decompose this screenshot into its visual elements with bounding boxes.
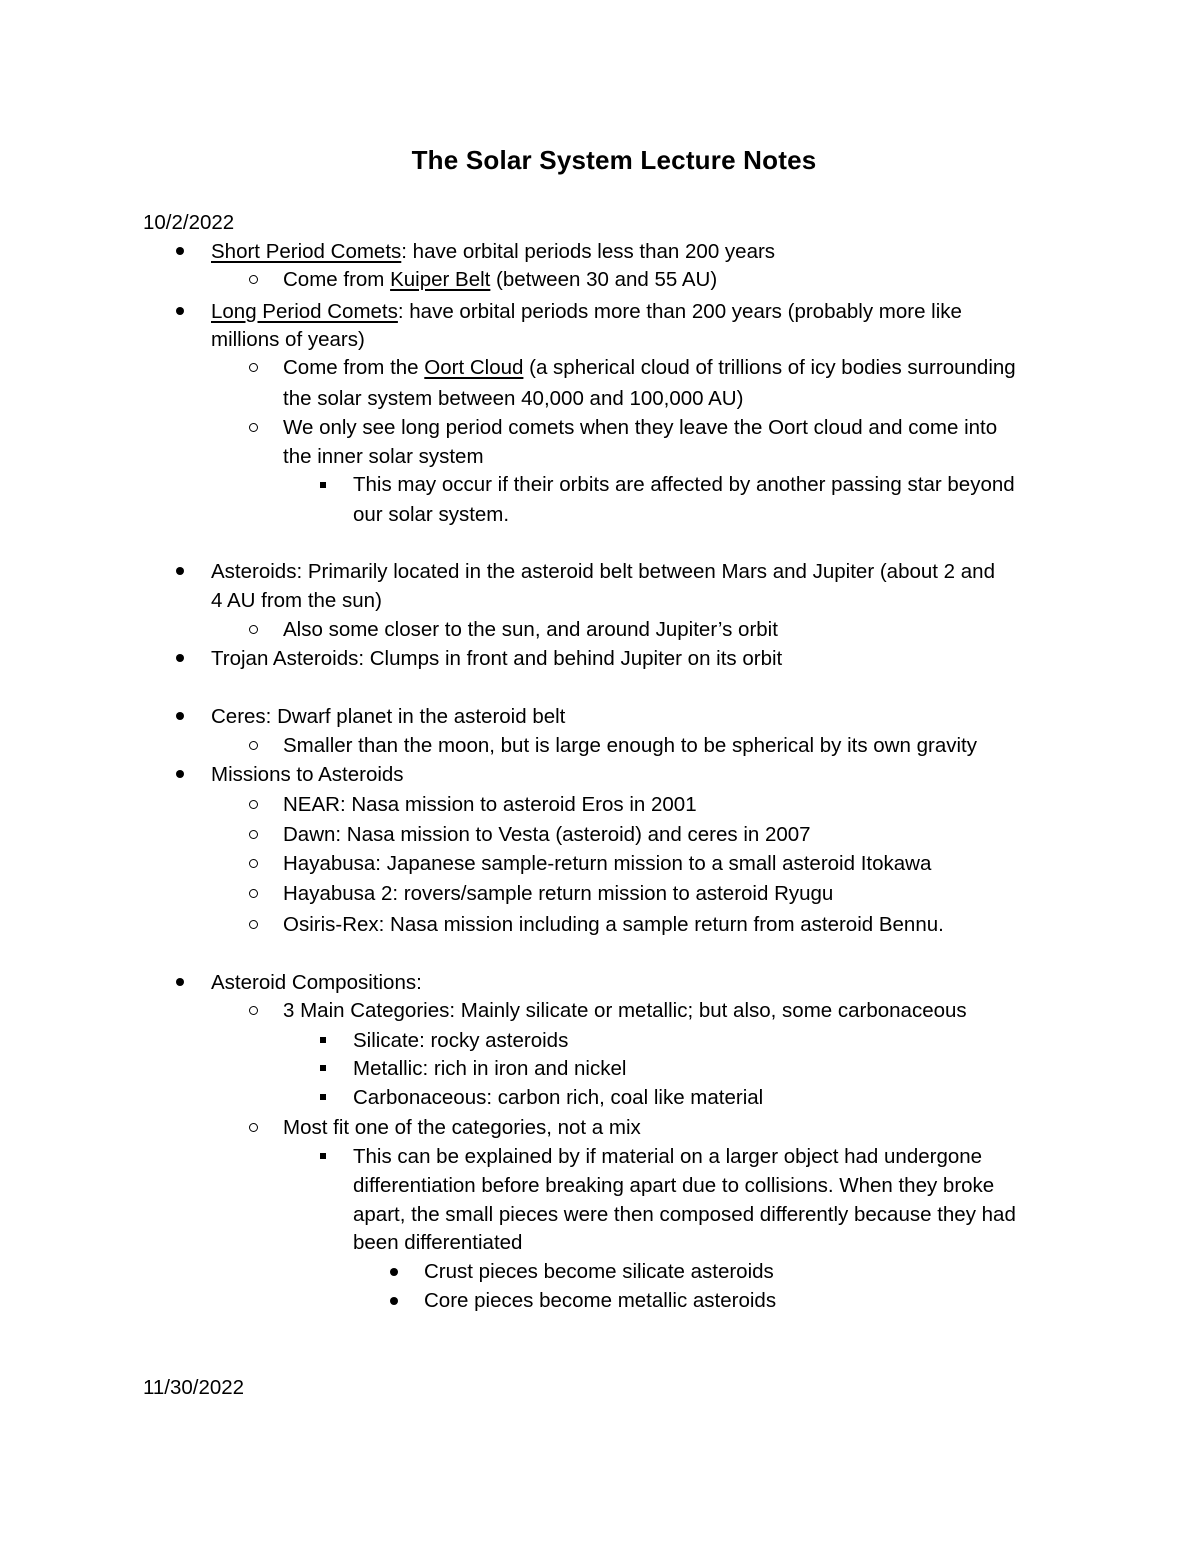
- list-item-continuation: the inner solar system: [283, 445, 484, 468]
- list-item: NEAR: Nasa mission to asteroid Eros in 2001: [283, 793, 697, 816]
- bullet-square: [320, 482, 326, 488]
- list-item: This may occur if their orbits are affected by another passing star beyond: [353, 473, 1015, 496]
- list-item-continuation: our solar system.: [353, 503, 510, 526]
- bullet-disc: [390, 1268, 398, 1276]
- list-item: [211, 238, 775, 266]
- bullet-disc: [176, 654, 184, 662]
- bullet-disc: [390, 1297, 398, 1305]
- date-heading: 11/30/2022: [143, 1376, 245, 1399]
- list-item-continuation: 4 AU from the sun): [211, 589, 382, 612]
- list-item-text: : have orbital periods more than 200 years (probably more like: [397, 300, 962, 323]
- term-kuiper-belt: Kuiper Belt: [390, 268, 491, 291]
- term-long-period-comets: Long Period Comets: [211, 300, 398, 323]
- list-item-continuation: millions of years): [211, 328, 365, 351]
- list-item: Silicate: rocky asteroids: [353, 1029, 569, 1052]
- bullet-circle: [249, 741, 258, 750]
- bullet-circle: [249, 920, 258, 929]
- bullet-circle: [249, 800, 258, 809]
- bullet-circle: [249, 275, 258, 284]
- bullet-circle: [249, 363, 258, 372]
- bullet-circle: [249, 859, 258, 868]
- list-item: Metallic: rich in iron and nickel: [353, 1057, 627, 1080]
- list-item-text: (a spherical cloud of trillions of icy bodies surrounding: [523, 356, 1016, 379]
- list-item-continuation: apart, the small pieces were then composed differently because they had: [353, 1203, 1016, 1226]
- term-oort-cloud: Oort Cloud: [424, 356, 524, 379]
- bullet-square: [320, 1065, 326, 1071]
- list-item: 3 Main Categories: Mainly silicate or metallic; but also, some carbonaceous: [283, 999, 967, 1022]
- date-heading: 10/2/2022: [143, 211, 235, 234]
- bullet-circle: [249, 625, 258, 634]
- list-item: Asteroid Compositions:: [211, 971, 422, 994]
- term-short-period-comets: Short Period Comets: [211, 240, 402, 263]
- list-item: Smaller than the moon, but is large enough to be spherical by its own gravity: [283, 734, 977, 757]
- bullet-circle: [249, 830, 258, 839]
- bullet-circle: [249, 1123, 258, 1132]
- list-item: This can be explained by if material on a larger object had undergone: [353, 1145, 983, 1168]
- bullet-disc: [176, 567, 184, 575]
- bullet-circle: [249, 423, 258, 432]
- list-item: We only see long period comets when they leave the Oort cloud and come into: [283, 416, 998, 439]
- list-item-text: (between 30 and 55 AU): [490, 268, 718, 291]
- list-item-text: : have orbital periods less than 200 years: [401, 240, 776, 263]
- list-item: Trojan Asteroids: Clumps in front and behind Jupiter on its orbit: [211, 647, 783, 670]
- list-item-continuation: the solar system between 40,000 and 100,000 AU): [283, 387, 744, 410]
- bullet-square: [320, 1094, 326, 1100]
- list-item-text: Come from the: [283, 356, 425, 379]
- bullet-disc: [176, 978, 184, 986]
- bullet-circle: [249, 889, 258, 898]
- list-item: Missions to Asteroids: [211, 763, 404, 786]
- bullet-disc: [176, 247, 184, 255]
- list-item-text: Come from: [283, 268, 391, 291]
- list-item: Hayabusa 2: rovers/sample return mission to asteroid Ryugu: [283, 882, 834, 905]
- list-item: Most fit one of the categories, not a mix: [283, 1116, 641, 1139]
- list-item: [283, 354, 1016, 382]
- list-item: Also some closer to the sun, and around Jupiter’s orbit: [283, 618, 778, 641]
- list-item: Carbonaceous: carbon rich, coal like material: [353, 1086, 764, 1109]
- list-item-continuation: been differentiated: [353, 1231, 523, 1254]
- list-item: [211, 298, 962, 326]
- page-title: The Solar System Lecture Notes: [411, 145, 817, 175]
- bullet-disc: [176, 770, 184, 778]
- list-item: Core pieces become metallic asteroids: [424, 1289, 777, 1312]
- list-item: Crust pieces become silicate asteroids: [424, 1260, 774, 1283]
- bullet-disc: [176, 307, 184, 315]
- bullet-circle: [249, 1006, 258, 1015]
- list-item: Hayabusa: Japanese sample-return mission to a small asteroid Itokawa: [283, 852, 932, 875]
- list-item-continuation: differentiation before breaking apart due to collisions. When they broke: [353, 1174, 995, 1197]
- bullet-disc: [176, 712, 184, 720]
- list-item: Dawn: Nasa mission to Vesta (asteroid) and ceres in 2007: [283, 823, 811, 846]
- list-item: Osiris-Rex: Nasa mission including a sample return from asteroid Bennu.: [283, 913, 944, 936]
- bullet-square: [320, 1037, 326, 1043]
- bullet-square: [320, 1153, 326, 1159]
- list-item: Asteroids: Primarily located in the asteroid belt between Mars and Jupiter (about 2 and: [211, 560, 995, 583]
- list-item: Ceres: Dwarf planet in the asteroid belt: [211, 705, 566, 728]
- list-item: [283, 266, 717, 294]
